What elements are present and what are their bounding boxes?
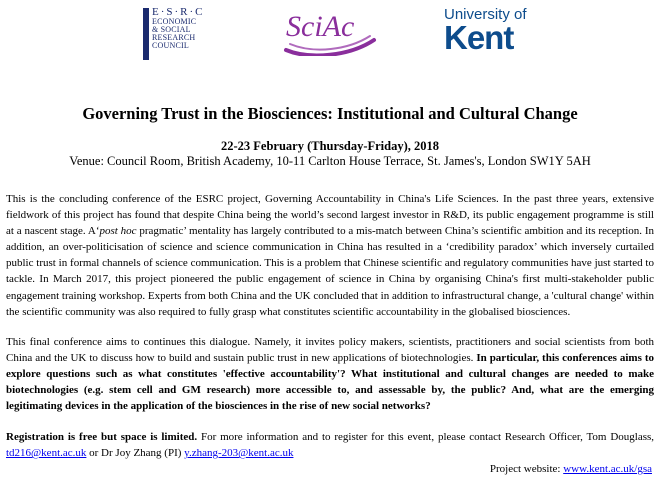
esrc-logo-line: & SOCIAL (152, 25, 191, 34)
esrc-logo (143, 8, 223, 60)
page-title: Governing Trust in the Biosciences: Institutional and Cultural Change (82, 104, 578, 123)
email-link-tom[interactable]: td216@kent.ac.uk (6, 447, 87, 460)
intro-text-b: pragmatic’ mentality has largely contributed to a mis-match between China’s scientific ambition and its reception. In addition, an over-politicisation of science and science communication in China has resulted in a ‘credibility paradox’ which inversely curtailed public trust in formal channels of science communication. This is a problem that Chinese scientific and regulatory communities have just started to tackle. In March 2017, this project pioneered the public engagement of science in China by organising China's first multi-stakeholder public engagement training workshop. Experts from both China and the UK concluded that in addition to infrastructural change, a 'cultural change' within the scientific community was also required to fully grasp what constitutes scientific accountability in the globalised biosciences. (6, 225, 654, 318)
intro-text-a: This is the concluding conference of the ESRC project, Governing Accountability in China's Life Sciences. In the past three years, extensive fieldwork of this project has found that despite China being the world’s second largest investor in R&D, its public engagement programme is still at a nascent stage. A‘ (6, 193, 654, 238)
intro-italic: post hoc (99, 225, 137, 238)
esrc-logo-bar (143, 8, 149, 60)
kent-logo-university: University of (444, 6, 527, 23)
website-link[interactable]: www.kent.ac.uk/gsa (563, 463, 652, 475)
esrc-logo-acronym: E·S·R·C (152, 6, 205, 18)
registration-note: Registration is free but space is limited. (6, 431, 198, 443)
aims-text: This final conference aims to continues this dialogue. Namely, it invites policy makers, scientists, practitioners and social scientists from both China and the UK to discuss how to build and sustain public trust in new applications of biotechnologies. (6, 336, 654, 365)
email-link-joy[interactable]: y.zhang-203@kent.ac.uk (184, 447, 294, 460)
event-dates: 22-23 February (Thursday-Friday), 2018 (220, 139, 440, 153)
event-venue: Venue: Council Room, British Academy, 10-11 Carlton House Terrace, St. James's, London SW1Y 5AH (69, 154, 591, 168)
project-website (490, 463, 652, 475)
aims-questions: In particular, this conferences aims to explore questions such as what constitutes 'effective accountability'? What institutional and cultural changes are needed to make biotechnologies (e.g. stem cell and GM research) more accessible to, and assessable by, the public? And, what are the emerging legitimating devices in the application of the biosciences in the rise of new social networks? (6, 352, 654, 413)
aims-paragraph (6, 334, 654, 414)
sciac-logo (280, 4, 380, 56)
registration-text: For more information and to register for this event, please contact Research Officer, Tom Douglass, (197, 431, 655, 443)
esrc-logo-text (152, 7, 205, 50)
intro-paragraph (6, 191, 654, 320)
sciac-logo-text: SciAc (286, 10, 355, 43)
esrc-logo-line: RESEARCH (152, 33, 196, 42)
registration-mid: or Dr Joy Zhang (PI) (86, 447, 185, 460)
kent-logo (444, 6, 554, 58)
kent-logo-name: Kent (444, 19, 514, 56)
website-label: Project website: (489, 463, 564, 475)
logo-bar (0, 0, 660, 64)
esrc-logo-line: COUNCIL (152, 41, 189, 50)
registration-paragraph (6, 429, 654, 461)
esrc-logo-line: ECONOMIC (152, 17, 197, 26)
